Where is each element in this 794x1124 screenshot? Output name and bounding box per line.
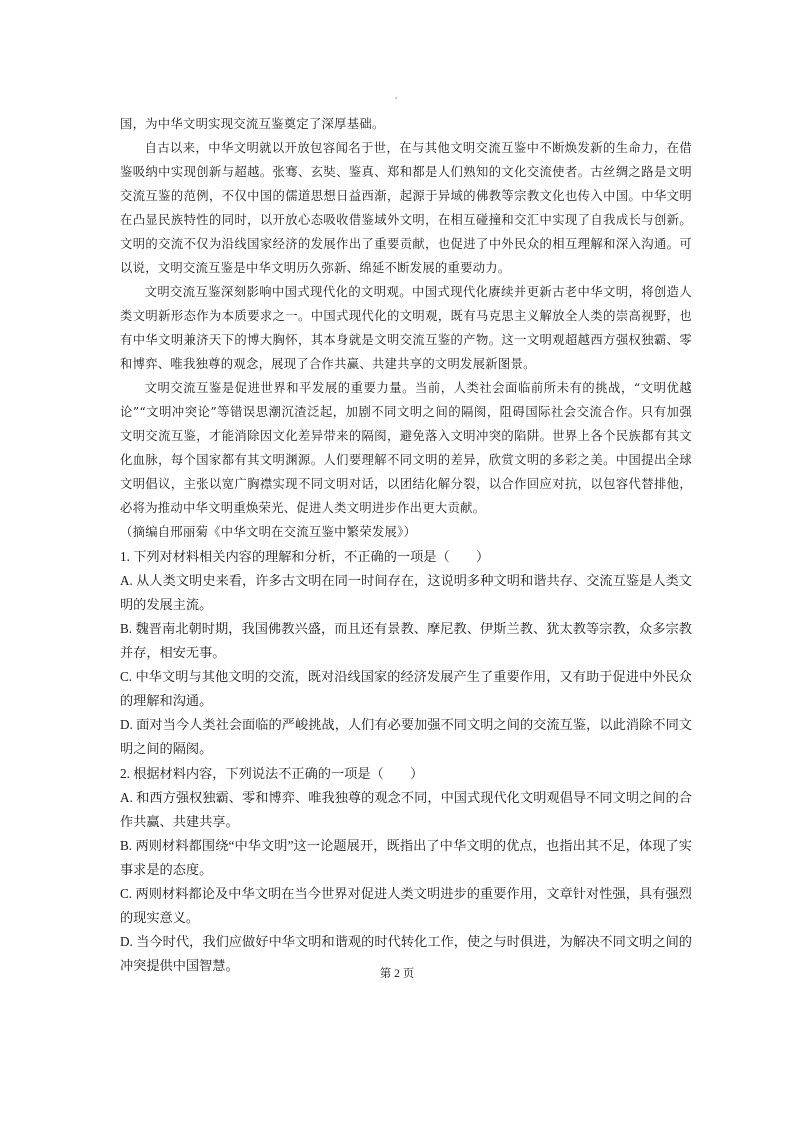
question-option-d: D. 面对当今人类社会面临的严峻挑战，人们有必要加强不同文明之间的交流互鉴，以此消除不同文明之间的隔阂。 [120, 717, 692, 756]
question-option-b: B. 魏晋南北朝时期，我国佛教兴盛，而且还有景教、摩尼教、伊斯兰教、犹太教等宗教，众多宗教并存，相安无事。 [120, 621, 692, 660]
passage-paragraph-2: 文明交流互鉴深刻影响中国式现代化的文明观。中国式现代化赓续并更新古老中华文明，将创造人类文明新形态作为本质要求之一。中国式现代化的文明观，既有马克思主义解放全人类的崇高视野，也有中华文明兼济天下的博大胸怀，其本身就是文明交流互鉴的产物。这一文明观超越西方强权独霸、零和博弈、唯我独尊的观念，展现了合作共赢、共建共享的文明发展新图景。 [120, 285, 692, 371]
passage-paragraph-3: 文明交流互鉴是促进世界和平发展的重要力量。当前，人类社会面临前所未有的挑战，“文明优越论”“文明冲突论”等错误思潮沉渣泛起，加剧不同文明之间的隔阂，阻碍国际社会交流合作。只有加强文明交流互鉴，才能消除因文化差异带来的隔阂，避免落入文明冲突的陷阱。世界上各个民族都有其文化血脉，每个国家都有其文明渊源。人们要理解不同文明的差异，欣赏文明的多彩之美。中国提出全球文明倡议，主张以宽广胸襟实现不同文明对话，以团结化解分裂，以合作回应对抗，以包容代替排他，必将为推动中华文明重焕荣光、促进人类文明进步作出更大贡献。 [120, 381, 692, 515]
question-1 [120, 545, 692, 761]
question-option-c: C. 两则材料都论及中华文明在当今世界对促进人类文明进步的重要作用，文章针对性强，具有强烈的现实意义。 [120, 886, 692, 925]
question-option-d: D. 当今时代，我们应做好中华文明和谐观的时代转化工作，使之与时俱进，为解决不同文明之间的冲突提供中国智慧。 [120, 934, 692, 973]
question-option-c: C. 中华文明与其他文明的交流，既对沿线国家的经济发展产生了重要作用，又有助于促进中外民众的理解和沟通。 [120, 669, 692, 708]
question-option-a: A. 从人类文明史来看，许多古文明在同一时间存在，这说明多种文明和谐共存、交流互鉴是人类文明的发展主流。 [120, 573, 692, 612]
question-stem: 2. 根据材料内容，下列说法不正确的一项是（ ） [120, 766, 424, 781]
question-stem: 1. 下列对材料相关内容的理解和分析，不正确的一项是（ ） [120, 549, 490, 564]
page-number: 第 2 页 [379, 968, 415, 980]
passage-source: （摘编自邢丽菊《中华文明在交流互鉴中繁荣发展》） [120, 525, 417, 539]
question-2 [120, 762, 692, 978]
question-option-a: A. 和西方强权独霸、零和博弈、唯我独尊的观念不同，中国式现代化文明观倡导不同文明之间的合作共赢、共建共享。 [120, 790, 692, 829]
question-list [120, 545, 692, 978]
question-option-b: B. 两则材料都围绕“中华文明”这一论题展开，既指出了中华文明的优点，也指出其不足，体现了实事求是的态度。 [120, 838, 692, 877]
passage-paragraph-0: 国，为中华文明实现交流互鉴奠定了深厚基础。 [120, 117, 385, 131]
page-content [120, 112, 692, 978]
passage-paragraph-1: 自古以来，中华文明就以开放包容闻名于世，在与其他文明交流互鉴中不断焕发新的生命力，在借鉴吸纳中实现创新与超越。张骞、玄奘、鉴真、郑和都是人们熟知的文化交流使者。古丝绸之路是文明交流互鉴的范例，不仅中国的儒道思想日益西渐，起源于异域的佛教等宗教文化也传入中国。中华文明在凸显民族特性的同时，以开放心态吸收借鉴域外文明，在相互碰撞和交汇中实现了自我成长与创新。文明的交流不仅为沿线国家经济的发展作出了重要贡献，也促进了中外民众的相互理解和深入沟通。可以说，文明交流互鉴是中华文明历久弥新、绵延不断发展的重要动力。 [120, 141, 692, 275]
reading-passage [120, 112, 692, 544]
top-mark: ' [395, 96, 398, 105]
